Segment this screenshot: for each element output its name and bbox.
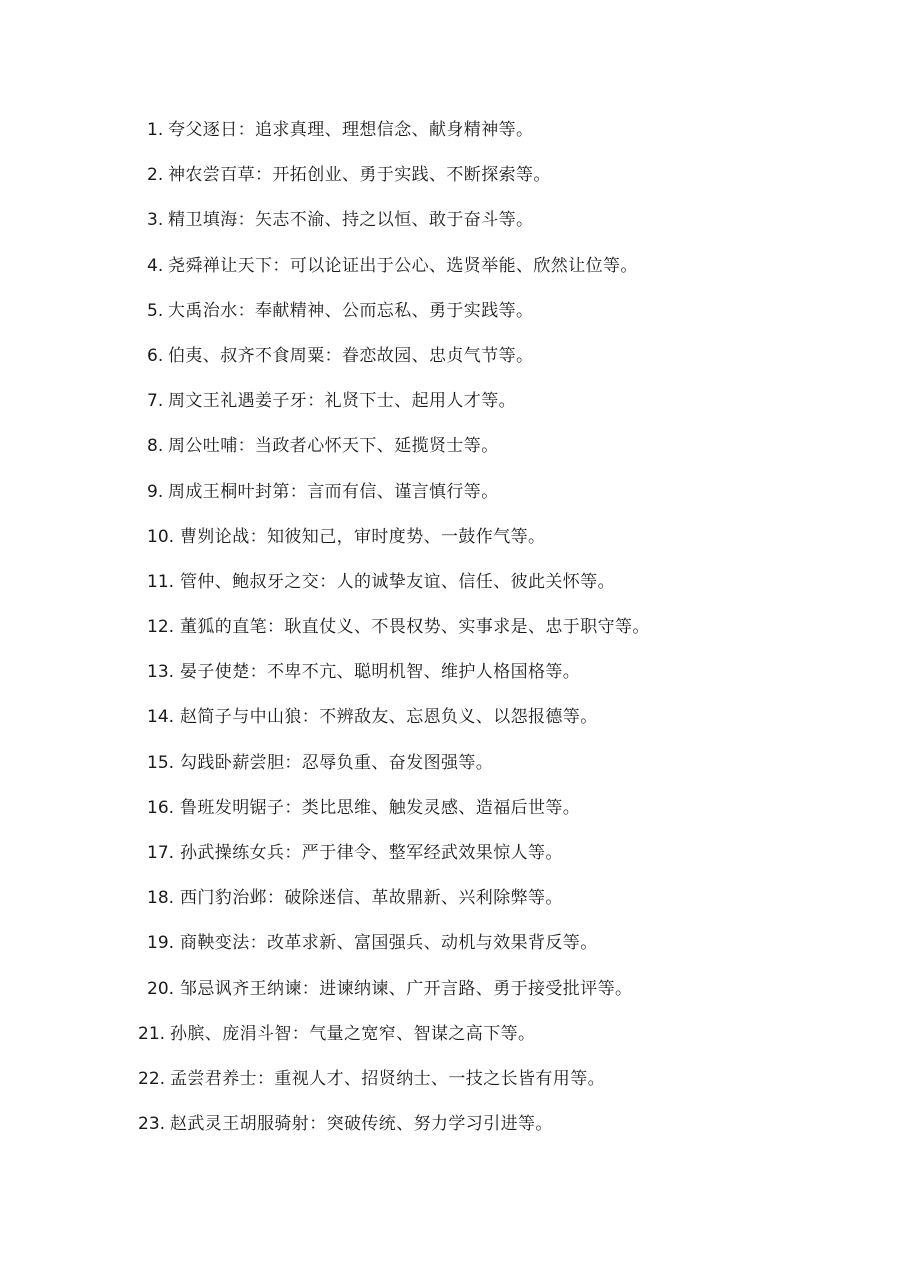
- list-item: [0, 524, 909, 569]
- item-number: 17.: [147, 843, 175, 863]
- item-text: 邹忌讽齐王纳谏：进谏纳谏、广开言路、勇于接受批评等。: [180, 978, 633, 999]
- item-number: 10.: [147, 526, 175, 547]
- item-number: 9.: [147, 481, 164, 502]
- item-text: 神农尝百草：开拓创业、勇于实践、不断探索等。: [168, 165, 551, 186]
- item-number: 22.: [138, 1068, 166, 1089]
- item-number: 4.: [147, 255, 164, 276]
- item-number: 16.: [147, 797, 175, 818]
- item-number: 1.: [147, 120, 164, 140]
- item-text: 董狐的直笔：耿直仗义、不畏权势、实事求是、忠于职守等。: [180, 617, 650, 638]
- item-text: 夸父逐日：追求真理、理想信念、献身精神等。: [168, 120, 534, 140]
- item-number: 23.: [138, 1114, 166, 1135]
- item-text: 晏子使楚：不卑不亢、聪明机智、维护人格国格等。: [180, 662, 581, 683]
- item-number: 18.: [147, 888, 175, 909]
- list-item: [0, 659, 909, 704]
- item-text: 商鞅变法：改革求新、富国强兵、动机与效果背反等。: [180, 933, 598, 954]
- item-text: 曹刿论战：知彼知己，审时度势、一鼓作气等。: [180, 526, 546, 547]
- item-text: 孟尝君养士：重视人才、招贤纳士、一技之长皆有用等。: [170, 1068, 605, 1089]
- list-item: [0, 1021, 909, 1066]
- item-text: 周公吐哺：当政者心怀天下、延揽贤士等。: [168, 436, 499, 457]
- list-item: [0, 343, 909, 388]
- list-item: [0, 704, 909, 749]
- item-text: 精卫填海：矢志不渝、持之以恒、敢于奋斗等。: [168, 210, 534, 231]
- list-item: [0, 1066, 909, 1111]
- list-item: [0, 885, 909, 930]
- item-number: 12.: [147, 617, 175, 638]
- item-number: 3.: [147, 210, 164, 231]
- list-item: [0, 117, 909, 162]
- item-text: 尧舜禅让天下：可以论证出于公心、选贤举能、欣然让位等。: [168, 255, 638, 276]
- item-number: 14.: [147, 707, 175, 728]
- item-text: 大禹治水：奉献精神、公而忘私、勇于实践等。: [168, 300, 534, 321]
- item-text: 鲁班发明锯子：类比思维、触发灵感、造福后世等。: [180, 797, 581, 818]
- item-text: 周文王礼遇姜子牙：礼贤下士、起用人才等。: [168, 391, 516, 412]
- list-item: [0, 298, 909, 343]
- item-number: 8.: [147, 436, 164, 457]
- item-number: 7.: [147, 391, 164, 412]
- list-item: [0, 162, 909, 207]
- item-text: 勾践卧薪尝胆：忍辱负重、奋发图强等。: [180, 752, 494, 773]
- item-number: 2.: [147, 165, 164, 186]
- item-number: 5.: [147, 300, 164, 321]
- item-number: 21.: [138, 1023, 166, 1044]
- list-item: [0, 569, 909, 614]
- list-item: [0, 253, 909, 298]
- item-number: 20.: [147, 978, 175, 999]
- item-text: 赵武灵王胡服骑射：突破传统、努力学习引进等。: [170, 1114, 553, 1135]
- item-number: 6.: [147, 345, 164, 366]
- list-item: [0, 795, 909, 840]
- list-item: [0, 614, 909, 659]
- item-number: 19.: [147, 933, 175, 954]
- allusion-list: [0, 117, 909, 1156]
- item-text: 赵简子与中山狼：不辨敌友、忘恩负义、以怨报德等。: [180, 707, 598, 728]
- list-item: [0, 1111, 909, 1156]
- list-item: [0, 930, 909, 975]
- list-item: [0, 433, 909, 478]
- item-number: 11.: [147, 571, 175, 592]
- item-number: 15.: [147, 752, 175, 773]
- list-item: [0, 207, 909, 252]
- list-item: [0, 479, 909, 524]
- item-text: 伯夷、叔齐不食周粟：眷恋故园、忠贞气节等。: [168, 345, 534, 366]
- list-item: [0, 388, 909, 433]
- item-text: 管仲、鲍叔牙之交：人的诚挚友谊、信任、彼此关怀等。: [180, 571, 615, 592]
- list-item: [0, 976, 909, 1021]
- list-item: [0, 750, 909, 795]
- item-number: 13.: [147, 662, 175, 683]
- item-text: 西门豹治邺：破除迷信、革故鼎新、兴利除弊等。: [180, 888, 563, 909]
- item-text: 孙膑、庞涓斗智：气量之宽窄、智谋之高下等。: [170, 1023, 536, 1044]
- item-text: 孙武操练女兵：严于律令、整军经武效果惊人等。: [180, 843, 563, 863]
- item-text: 周成王桐叶封第：言而有信、谨言慎行等。: [168, 481, 499, 502]
- list-item: [0, 840, 909, 885]
